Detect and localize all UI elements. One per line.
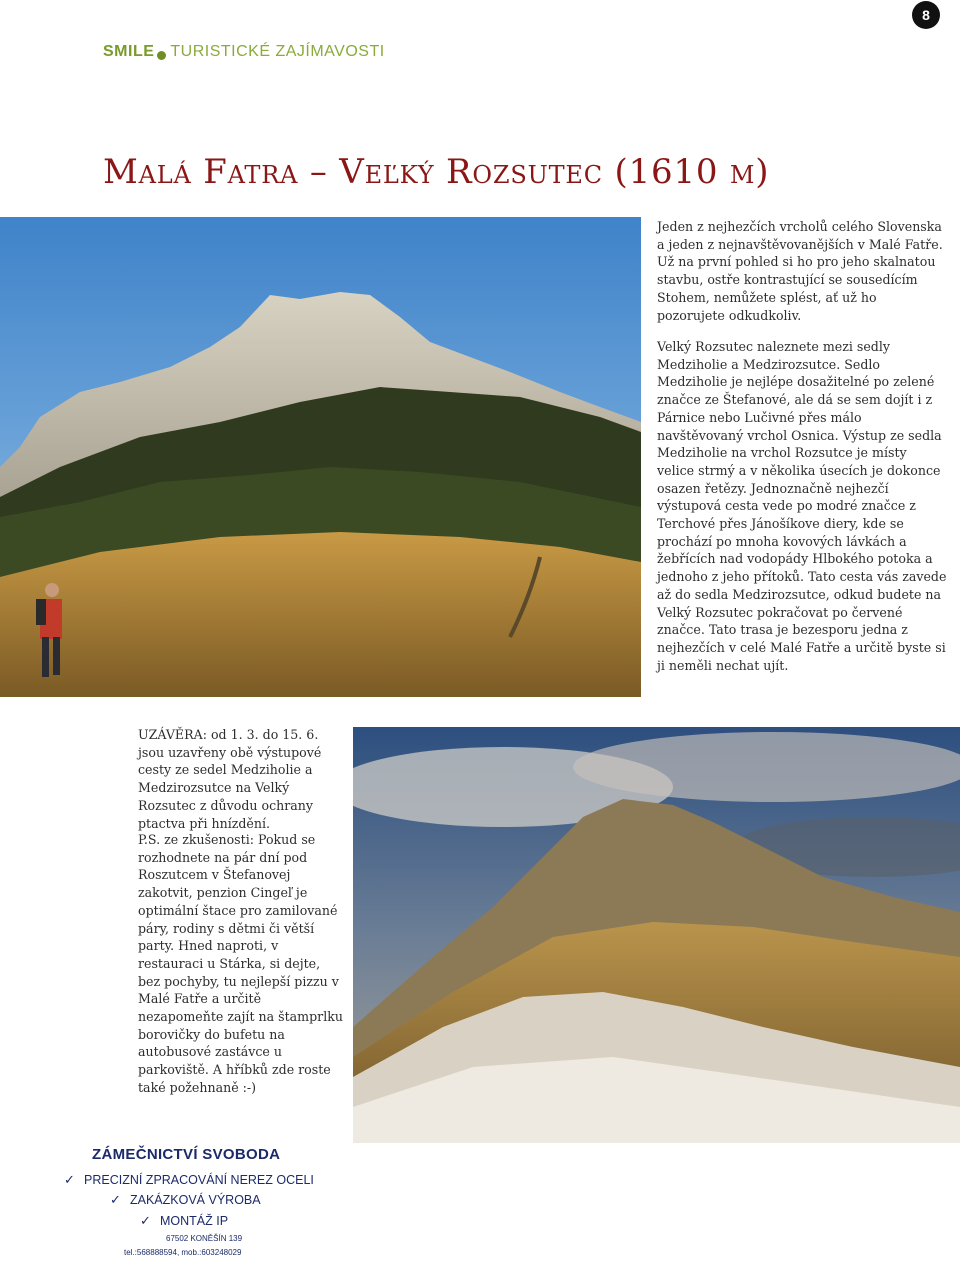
advertisement-locksmith xyxy=(60,1138,360,1264)
closure-paragraph: UZÁVĚRA: od 1. 3. do 15. 6. jsou uzavřeny obě výstupové cesty ze sedel Medziholie a Medzirozsutce na Velký Rozsutec z důvodu ochrany ptactva při hnízdění. xyxy=(138,727,322,831)
checkmark-icon: ✓ xyxy=(110,1192,121,1207)
ad-line-custom: ✓ ZAKÁZKOVÁ VÝROBA xyxy=(110,1192,261,1207)
ps-paragraph: P.S. ze zkušenosti: Pokud se rozhodnete na pár dní pod Roszutcem v Štefanovej zakotvit, penzion Cingeľ je optimální štace pro zamilované páry, rodiny s dětmi či větší party. Hned naproti, v restauraci u Stárka, si dejte, bez pochyby, tu nejlepší pizzu v Malé Fatře a určitě nezapomeňte zajít na štamprlku borovičky do bufetu na autobusové zastávce u parkoviště. A hříbků zde roste také požehnaně :-) xyxy=(138,832,343,1095)
page-number-badge: 8 xyxy=(912,1,940,29)
summer-mountain-image xyxy=(0,217,641,697)
photo-summer-mountain xyxy=(0,217,641,697)
brand-label: SMILE xyxy=(103,43,155,60)
route-paragraph: Velký Rozsutec naleznete mezi sedly Medziholie a Medzirozsutce. Sedlo Medziholie je nejlépe dosažitelné po zelené značce ze Štefanové, ale dá se sem dojít i z Párnice nebo Lučivné přes málo navštěvovaný vrchol Osnica. Výstup ze sedla Medziholie na vrchol Rozsutce je místy velice strmý a v několika úsecích je dokonce osazen řetězy. Jednoznačně nejhezčí výstupová cesta vede po modré značce z Terchové přes Jánošíkove diery, kde se prochází po mnoha kovových lávkách a žebřících nad vodopády Hlbokého potoka a jednoho z jeho přítoků. Tato cesta vás zavede až do sedla Medzirozsutce, odkud budete na Velký Rozsutec pokračovat po červené značce. Tato trasa je bezesporu jedna z nejhezčích v celé Malé Fatře a určitě byste si ji neměli nechat ujít. xyxy=(657,339,947,673)
section-label: TURISTICKÉ ZAJÍMAVOSTI xyxy=(170,43,385,60)
ad-title: ZÁMEČNICTVÍ SVOBODA xyxy=(92,1146,281,1163)
brand-dot-icon xyxy=(157,51,166,60)
ad-line-stainless: ✓ PRECIZNÍ ZPRACOVÁNÍ NEREZ OCELI xyxy=(64,1172,314,1187)
article-title: Malá Fatra – Veľký Rozsutec (1610 m) xyxy=(103,152,770,192)
ad-phone: tel.:568888594, mob.:603248029 xyxy=(124,1248,242,1257)
checkmark-icon: ✓ xyxy=(64,1172,75,1187)
checkmark-icon: ✓ xyxy=(140,1213,151,1228)
ad-address: 67502 KONĚŠÍN 139 xyxy=(166,1234,243,1243)
section-header xyxy=(103,43,385,61)
winter-mountain-image xyxy=(353,727,960,1143)
ad-line-install: ✓ MONTÁŽ IP xyxy=(140,1213,229,1228)
intro-paragraph: Jeden z nejhezčích vrcholů celého Slovenska a jeden z nejnavštěvovanějších v Malé Fatře. Už na první pohled si ho pro jeho skalnatou stavbu, ostře kontrastující se sousedícím Stohem, nemůžete splést, ať už ho pozorujete odkudkoliv. xyxy=(657,219,943,323)
photo-winter-mountain xyxy=(353,727,960,1143)
